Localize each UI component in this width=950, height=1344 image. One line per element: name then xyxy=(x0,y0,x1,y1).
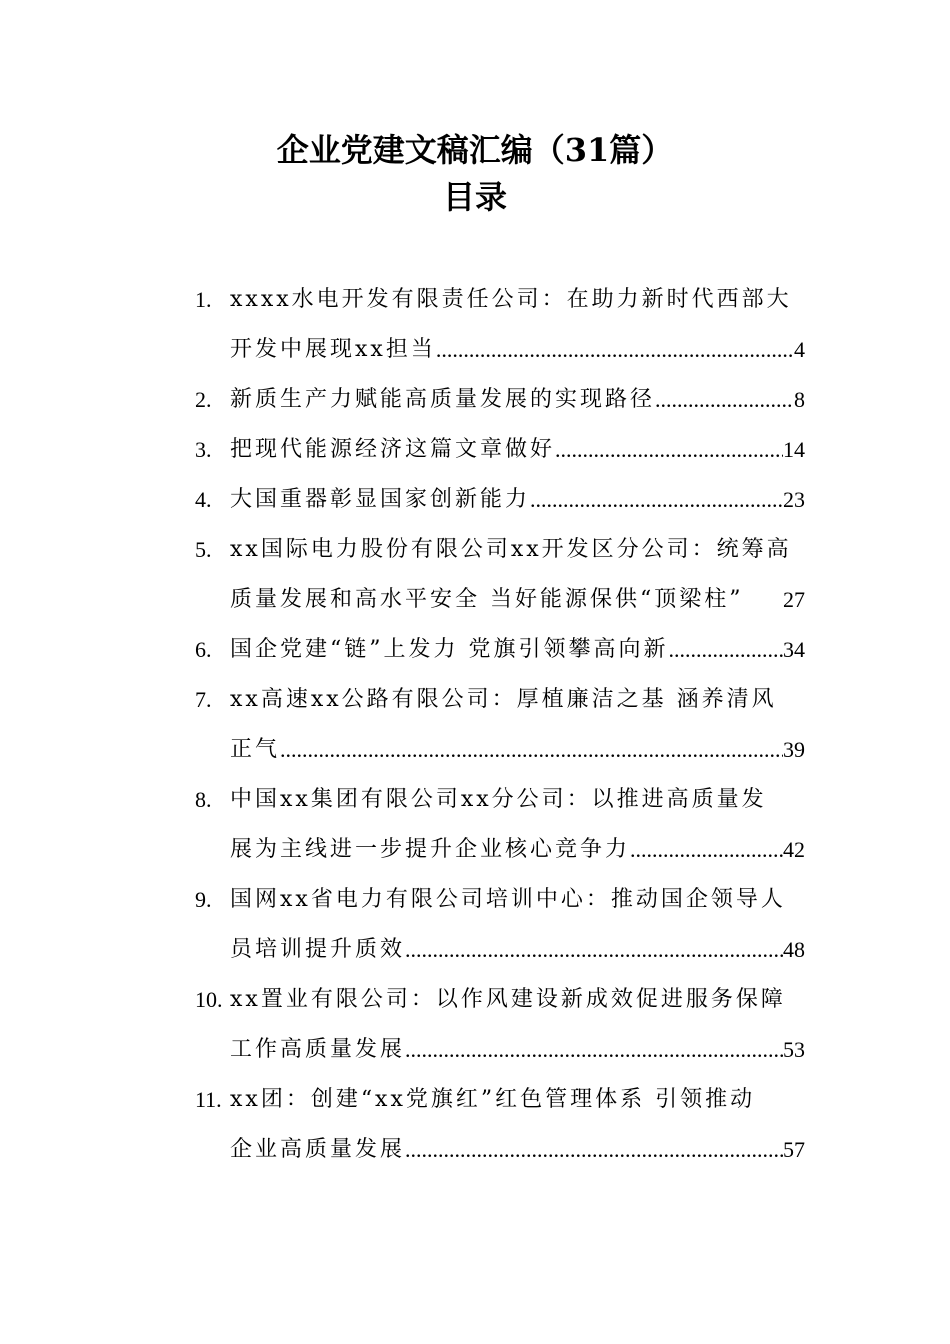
toc-entry-title: 国企党建“链”上发力 党旗引领攀高向新 xyxy=(230,637,669,662)
toc-leader-dots xyxy=(405,1025,783,1075)
toc-entry-title: xx团：创建“xx党旗红”红色管理体系 引领推动 xyxy=(230,1087,756,1112)
toc-leader-dots xyxy=(405,925,783,975)
toc-page-number: 4 xyxy=(794,337,805,362)
toc-leader-dots xyxy=(630,825,783,875)
toc-entry-title: xx置业有限公司：以作风建设新成效促进服务保障 xyxy=(230,987,786,1012)
toc-entry-number: 3. xyxy=(195,437,212,462)
toc-entry[interactable] xyxy=(195,375,805,425)
toc-entry-title-continued: 开发中展现xx担当 xyxy=(230,337,436,362)
toc-leader-dots xyxy=(669,625,784,675)
toc-entry-line xyxy=(195,925,805,975)
toc-leader-dots xyxy=(655,375,794,425)
toc-entry[interactable] xyxy=(195,775,805,875)
toc-page-number: 42 xyxy=(783,837,805,862)
toc-page-number: 48 xyxy=(783,937,805,962)
toc-entry-line xyxy=(195,475,805,525)
toc-entry[interactable] xyxy=(195,975,805,1075)
toc-leader-dots xyxy=(280,725,783,775)
toc-entry-line xyxy=(195,525,805,575)
toc-leader-dots xyxy=(436,325,794,375)
toc-entry[interactable] xyxy=(195,625,805,675)
toc-entry-line xyxy=(195,575,805,625)
toc-entry-title: 大国重器彰显国家创新能力 xyxy=(230,487,531,512)
toc-page-number: 27 xyxy=(783,587,805,612)
toc-entry[interactable] xyxy=(195,525,805,625)
toc-entry-line xyxy=(195,875,805,925)
toc-entry-title: xx高速xx公路有限公司：厚植廉洁之基 涵养清风 xyxy=(230,687,777,712)
toc-page-number: 8 xyxy=(794,387,805,412)
toc-entry-number: 9. xyxy=(195,887,212,912)
toc-entry-number: 6. xyxy=(195,637,212,662)
toc-entry-line xyxy=(195,675,805,725)
toc-page-number: 14 xyxy=(783,437,805,462)
toc-entry-line xyxy=(195,1075,805,1125)
toc-entry-title: 新质生产力赋能高质量发展的实现路径 xyxy=(230,387,656,412)
document-title: 企业党建文稿汇编（31篇） xyxy=(276,131,674,169)
toc-entry-line xyxy=(195,425,805,475)
toc-entry[interactable] xyxy=(195,275,805,375)
toc-entry[interactable] xyxy=(195,1075,805,1175)
toc-entry-title-continued: 工作高质量发展 xyxy=(230,1037,406,1062)
toc-entry-line xyxy=(195,375,805,425)
toc-entry-line xyxy=(195,275,805,325)
toc-entry-title: xx国际电力股份有限公司xx开发区分公司：统筹高 xyxy=(230,537,792,562)
toc-entry-title: 中国xx集团有限公司xx分公司：以推进高质量发 xyxy=(230,787,767,812)
toc-entry-line xyxy=(195,725,805,775)
toc-entry-title: 把现代能源经济这篇文章做好 xyxy=(230,437,556,462)
toc-entry-title: xxxx水电开发有限责任公司：在助力新时代西部大 xyxy=(230,287,792,312)
toc-entry-number: 4. xyxy=(195,487,212,512)
toc-entry-line xyxy=(195,1025,805,1075)
toc-entry-line xyxy=(195,325,805,375)
toc-entry-line xyxy=(195,775,805,825)
toc-entry-title-continued: 正气 xyxy=(230,737,281,762)
toc-page-number: 57 xyxy=(783,1137,805,1162)
toc-entry[interactable] xyxy=(195,425,805,475)
toc-leader-dots xyxy=(405,1125,783,1175)
toc-page-number: 34 xyxy=(783,637,805,662)
toc-leader-dots xyxy=(530,475,783,525)
toc-entry-title-continued: 企业高质量发展 xyxy=(230,1137,406,1162)
toc-entry-line xyxy=(195,1125,805,1175)
toc-entry-title: 国网xx省电力有限公司培训中心：推动国企领导人 xyxy=(230,887,786,912)
toc-entry-title-continued: 质量发展和高水平安全 当好能源保供“顶梁柱” xyxy=(230,587,744,612)
toc-entry-number: 7. xyxy=(195,687,212,712)
table-of-contents xyxy=(195,275,805,1175)
toc-entry-line xyxy=(195,975,805,1025)
toc-entry-number: 8. xyxy=(195,787,212,812)
toc-entry[interactable] xyxy=(195,875,805,975)
toc-entry-title-continued: 员培训提升质效 xyxy=(230,937,406,962)
toc-entry[interactable] xyxy=(195,475,805,525)
toc-entry[interactable] xyxy=(195,675,805,775)
toc-entry-number: 1. xyxy=(195,287,212,312)
toc-entry-number: 5. xyxy=(195,537,212,562)
toc-heading: 目录 xyxy=(442,178,507,216)
toc-page-number: 53 xyxy=(783,1037,805,1062)
toc-entry-line xyxy=(195,825,805,875)
toc-leader-dots xyxy=(555,425,783,475)
toc-entry-number: 11. xyxy=(195,1087,222,1112)
toc-entry-number: 10. xyxy=(195,987,223,1012)
toc-entry-line xyxy=(195,625,805,675)
toc-entry-number: 2. xyxy=(195,387,212,412)
toc-page-number: 39 xyxy=(783,737,805,762)
toc-page-number: 23 xyxy=(783,487,805,512)
toc-entry-title-continued: 展为主线进一步提升企业核心竞争力 xyxy=(230,837,631,862)
